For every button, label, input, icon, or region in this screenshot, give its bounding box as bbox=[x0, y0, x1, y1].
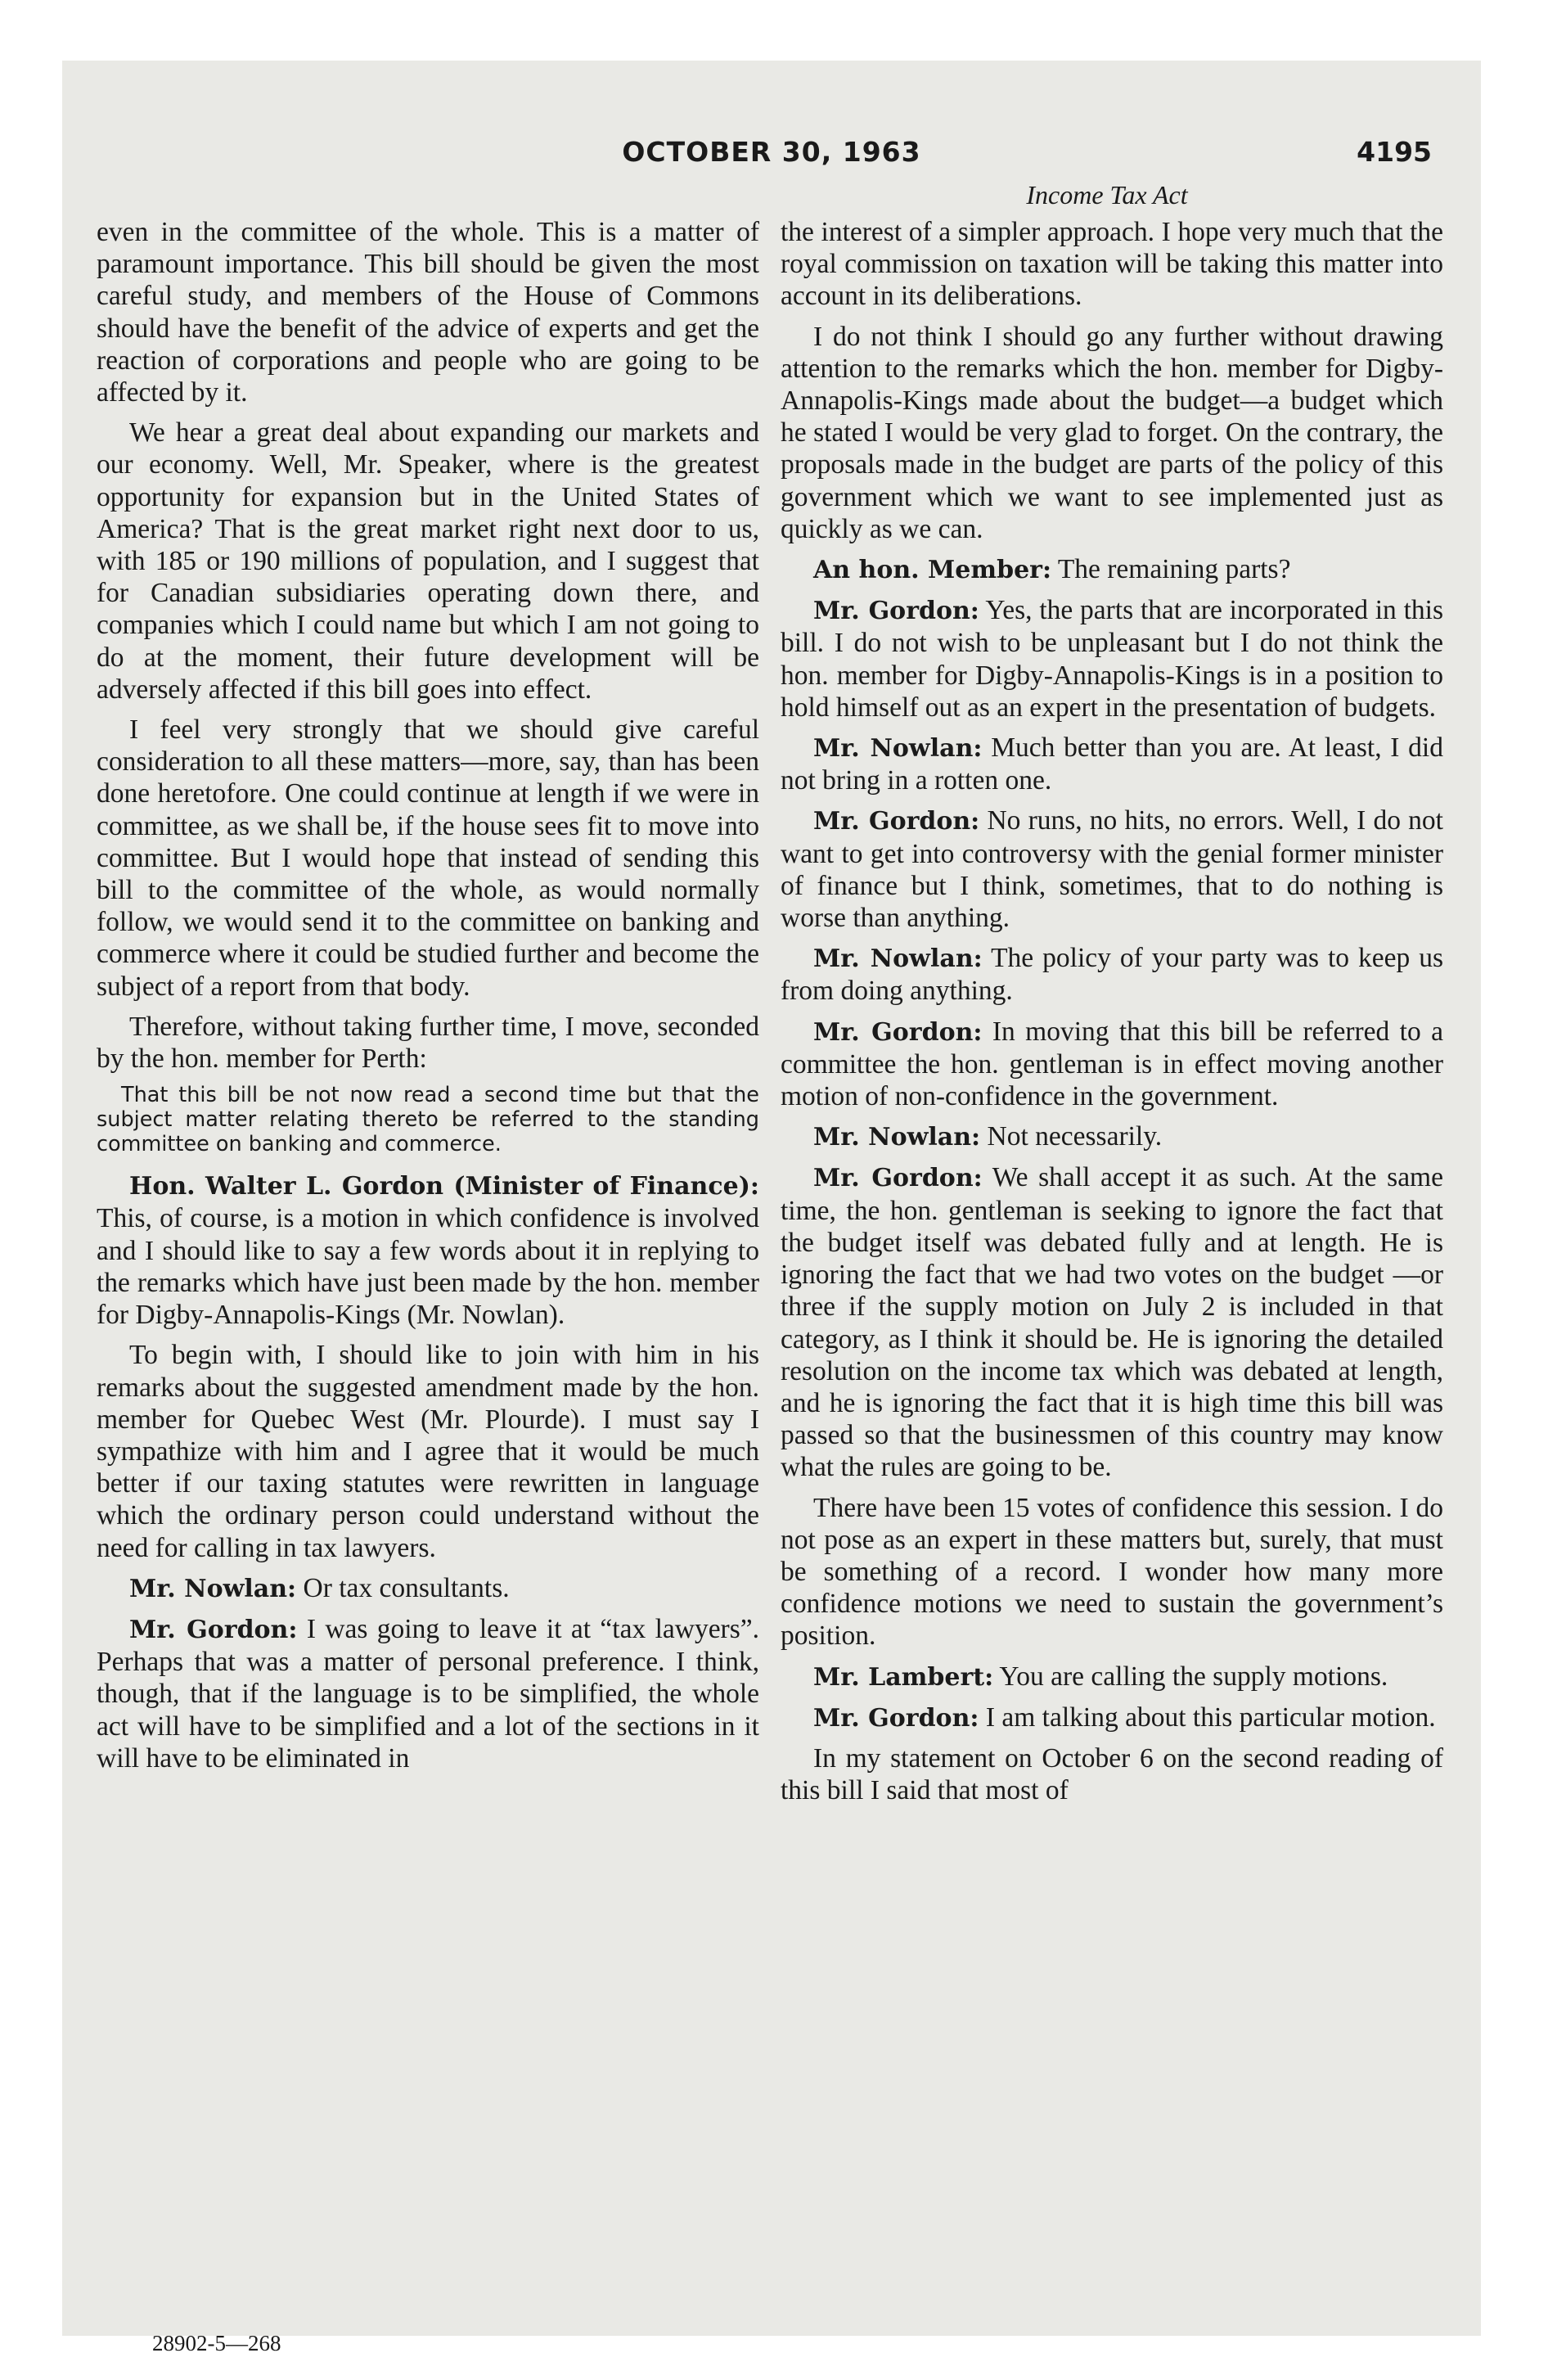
speaker-name: Mr. Gordon: bbox=[129, 1615, 298, 1644]
speaker-name: Mr. Nowlan: bbox=[813, 1123, 981, 1152]
speaker-name: Mr. Lambert: bbox=[813, 1662, 994, 1692]
paragraph: To begin with, I should like to join with him in his remarks about the suggested amendment made by the hon. member for Quebec West (Mr. Plourde). I must say I sympathize with him and I agree that it would be much better if our taxing statutes were rewritten in language which the ordinary person could understand without the need for calling in tax lawyers. bbox=[97, 1340, 759, 1563]
speech-text: We shall accept it as such. At the same time, the hon. gentleman is seeking to ignore the fact that the budget itself was debated fully and at length. He is ignoring the fact that we had two votes on the budget —or three if the supply motion on July 2 is included in that category, as I think it should be. He is ignoring the detailed resolution on the income tax which was debated at length, and he is ignoring the fact that it is high time this bill was passed so that the businessmen of this country may know what the rules are going to be. bbox=[781, 1162, 1443, 1483]
speaker-name: Mr. Nowlan: bbox=[813, 734, 983, 764]
paragraph: even in the committee of the whole. This is a matter of paramount importance. This bill should be given the most careful study, and members of the House of Commons should have the benefit of the advice of experts and get the reaction of corporations and people who are going to be affected by it. bbox=[97, 217, 759, 408]
speech-paragraph bbox=[781, 553, 1443, 586]
speech-paragraph bbox=[781, 732, 1443, 796]
speech-text: This, of course, is a motion in which confidence is involved and I should like to say a few words about it in replying to the remarks which have just been made by the hon. member for Digby-Annapolis-Kings (Mr. Nowlan). bbox=[97, 1203, 759, 1331]
speech-paragraph bbox=[781, 1120, 1443, 1153]
speaker-name: Mr. Gordon: bbox=[813, 1164, 983, 1193]
speech-text: Not necessarily. bbox=[980, 1121, 1163, 1152]
speech-paragraph bbox=[781, 942, 1443, 1007]
speech-text: You are calling the supply motions. bbox=[993, 1661, 1388, 1692]
speech-text: Or tax consultants. bbox=[296, 1572, 510, 1603]
header-date: OCTOBER 30, 1963 bbox=[622, 136, 921, 168]
document-page bbox=[62, 61, 1481, 2355]
speech-text: In moving that this bill be referred to a committee the hon. gentleman is in effect moving another motion of non-confidence in the government. bbox=[781, 1016, 1443, 1112]
speech-paragraph bbox=[781, 1661, 1443, 1693]
speech-text: No runs, no hits, no errors. Well, I do not want to get into controversy with the genial former minister of finance but I think, sometimes, that to do nothing is worse than anything. bbox=[781, 805, 1443, 934]
speech-paragraph bbox=[97, 1170, 759, 1331]
right-column bbox=[781, 216, 1443, 1814]
motion-quote bbox=[97, 1083, 759, 1156]
paragraph: I feel very strongly that we should give careful consideration to all these matters—more, say, than has been done heretofore. One could continue at length if we were in committee, as we shall be, if the house sees fit to move into committee. But I would hope that instead of sending this bill to the committee of the whole, as would normally follow, we would send it to the committee on banking and commerce where it could be studied further and become the subject of a report from that body. bbox=[97, 714, 759, 1002]
speaker-name: Mr. Gordon: bbox=[813, 807, 980, 836]
speaker-name: Mr. Nowlan: bbox=[129, 1574, 297, 1603]
paragraph: There have been 15 votes of confidence this session. I do not pose as an expert in these matters but, surely, that must be something of a record. I wonder how many more confidence motions we need to sustain the government’s position. bbox=[781, 1492, 1443, 1652]
speech-text: Much better than you are. At least, I did not bring in a rotten one. bbox=[781, 732, 1443, 796]
speech-paragraph bbox=[781, 805, 1443, 934]
paragraph: We hear a great deal about expanding our markets and our economy. Well, Mr. Speaker, where is the greatest opportunity for expansion but in the United States of America? That is the great market right next door to us, with 185 or 190 millions of population, and I suggest that for Canadian subsidiaries operating down there, and companies which I could name but which I am not going to do at the moment, their future development will be adversely affected if this bill goes into effect. bbox=[97, 417, 759, 705]
speech-text: I was going to leave it at “tax lawyers”. Perhaps that was a matter of personal preference. I think, though, that if the language is to be simplified, the whole act will have to be simplified and a lot of the sections in it will have to be eliminated in bbox=[97, 1613, 759, 1774]
motion-text: That this bill be not now read a second time but that the subject matter relating thereto be referred to the standing committee on banking and commerce. bbox=[97, 1083, 759, 1157]
paragraph: Therefore, without taking further time, I move, seconded by the hon. member for Perth: bbox=[97, 1011, 759, 1075]
running-title: Income Tax Act bbox=[1026, 180, 1188, 210]
footer-code: 28902-5—268 bbox=[152, 2331, 281, 2355]
speech-text: I am talking about this particular motion. bbox=[979, 1702, 1436, 1733]
paragraph: I do not think I should go any further without drawing attention to the remarks which the hon. member for Digby-Annapolis-Kings made about the budget—a budget which he stated I would be very glad to forget. On the contrary, the proposals made in the budget are parts of the policy of this government which we want to see implemented just as quickly as we can. bbox=[781, 321, 1443, 544]
speaker-name: Mr. Gordon: bbox=[813, 597, 979, 626]
speech-paragraph bbox=[781, 594, 1443, 723]
paragraph: In my statement on October 6 on the second reading of this bill I said that most of bbox=[781, 1742, 1443, 1806]
page-header bbox=[62, 136, 1481, 175]
page-number: 4195 bbox=[1357, 136, 1432, 168]
speech-paragraph bbox=[781, 1702, 1443, 1734]
left-column bbox=[97, 216, 759, 1783]
speech-text: The remaining parts? bbox=[1051, 554, 1291, 585]
speech-text: Yes, the parts that are incorporated in this bill. I do not wish to be unpleasant but I do not think the hon. member for Digby-Annapolis-Kings is in a position to hold himself out as an expert in the presentation of budgets. bbox=[781, 595, 1443, 723]
speaker-name: Mr. Gordon: bbox=[813, 1017, 983, 1047]
speaker-name: Mr. Nowlan: bbox=[813, 944, 983, 974]
speech-paragraph bbox=[781, 1161, 1443, 1483]
speech-paragraph bbox=[97, 1613, 759, 1774]
speech-text: The policy of your party was to keep us from doing anything. bbox=[781, 943, 1443, 1007]
speaker-name: An hon. Member: bbox=[813, 556, 1052, 585]
speech-paragraph bbox=[97, 1572, 759, 1605]
speech-paragraph bbox=[781, 1016, 1443, 1113]
paragraph: the interest of a simpler approach. I hope very much that the royal commission on taxation will be taking this matter into account in its deliberations. bbox=[781, 217, 1443, 312]
speaker-name: Mr. Gordon: bbox=[813, 1703, 979, 1733]
speaker-name: Hon. Walter L. Gordon (Minister of Finance): bbox=[129, 1172, 759, 1201]
